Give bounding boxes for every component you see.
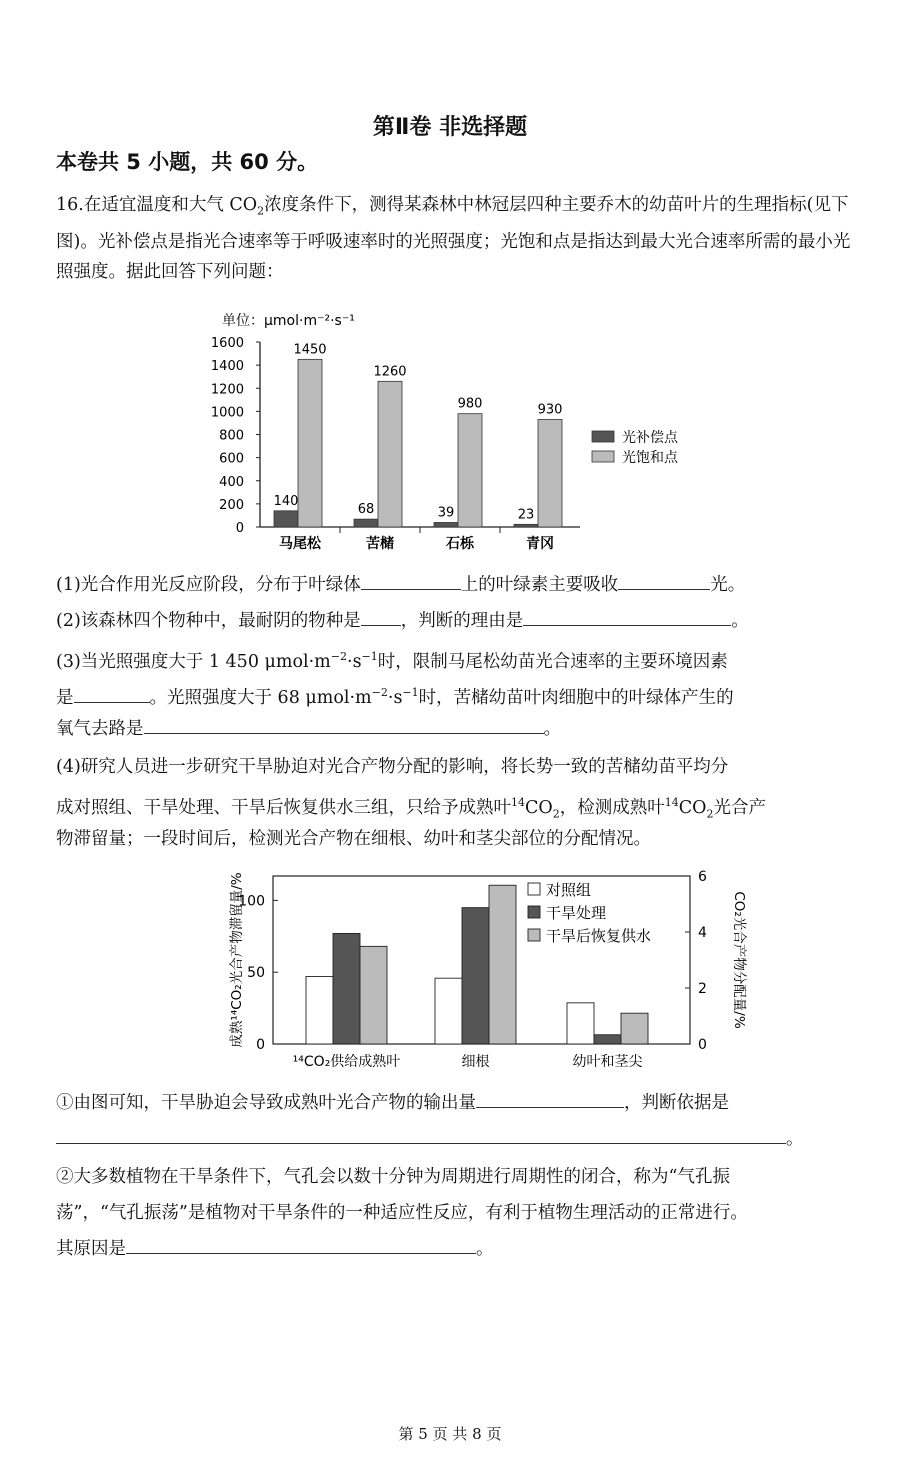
chart1-data-label: 68 [357,502,375,518]
question-16-sub1-line2: 。 [56,1124,804,1154]
chart2-bar [594,1035,621,1044]
answer-blank[interactable] [618,571,710,590]
chart1-legend-swatch [592,451,614,462]
answer-blank[interactable] [144,715,544,734]
chart1-y-tick-label: 1600 [210,336,244,351]
question-16-part4-line2: 成对照组、干旱处理、干旱后恢复供水三组，只给予成熟叶$^{14}CO_2$，检测成熟叶$^{14}CO_2$光合产 [56,796,766,821]
answer-blank[interactable] [361,607,401,626]
chart1-x-tick-label: 苦槠 [366,536,394,552]
chart1-y-tick-label: 1400 [210,359,244,375]
chart1-legend-label: 光补偿点 [622,430,678,446]
chart2-bar [333,933,360,1044]
chart2-right-tick-label: 0 [698,1037,707,1053]
chart1-x-tick-label: 青冈 [526,536,554,552]
section-title: 第Ⅱ卷 非选择题 [372,115,528,140]
chart2-legend-swatch [528,883,540,895]
chart2-legend-swatch [528,906,540,918]
chart1-bar [274,511,298,527]
chart2-bar [621,1013,648,1044]
chart2-left-tick-label: 50 [247,965,265,982]
question-16-sub1-line1: ①由图可知，干旱胁迫会导致成熟叶光合产物的输出量 ，判断依据是 [56,1088,729,1118]
answer-blank[interactable] [74,684,150,703]
chart2-right-tick-label: 6 [698,869,707,885]
chart1-y-tick-label: 200 [219,497,244,513]
chart1-unit-label: 单位：μmol·m⁻²·s⁻¹ [222,313,355,329]
chart1-y-tick-label: 600 [219,451,244,467]
chart2-x-tick-label: 细根 [461,1054,490,1070]
chart1-y-tick-label: 400 [219,474,244,490]
chart2-right-axis-label: CO₂光合产物分配量/% [731,891,747,1029]
question-16-part3-line2: 是 。光照强度大于 68 $\mu mol\cdot m^{-2}\cdot s^{-1}$时，苦槠幼苗叶肉细胞中的叶绿体产生的 [56,678,734,713]
chart1-bar [514,524,538,527]
chart1-data-label: 930 [537,402,563,418]
chart1-legend-swatch [592,431,614,442]
chart1-legend-label: 光饱和点 [622,450,678,466]
answer-blank[interactable] [361,571,461,590]
chart2-right-tick-label: 2 [698,981,707,997]
page-footer: 第 5 页 共 8 页 [398,1425,502,1443]
question-16-part1: (1)光合作用光反应阶段，分布于叶绿体 上的叶绿素主要吸收 光。 [56,570,745,600]
chart1-y-tick-label: 1000 [210,405,244,421]
question-16-sub2-line2: 荡”，“气孔振荡”是植物对干旱条件的一种适应性反应，有利于植物生理活动的正常进行。 [56,1203,748,1223]
question-16-part3-line3: 氧气去路是 。 [56,714,561,744]
question-16-sub2-line1: ②大多数植物在干旱条件下，气孔会以数十分钟为周期进行周期性的闭合，称为“气孔振 [56,1167,730,1187]
chart1-data-label: 140 [273,493,299,509]
chart2-legend-label: 对照组 [546,881,592,899]
chart2-bar [462,908,489,1044]
chart1-x-tick-label: 石栎 [446,536,474,552]
chart1-data-label: 23 [517,507,535,523]
chart1-bar [538,419,562,527]
chart1-data-label: 39 [437,505,455,521]
chart1-y-tick-label: 1200 [210,382,244,398]
question-16-part4-line1: (4)研究人员进一步研究干旱胁迫对光合产物分配的影响，将长势一致的苦槠幼苗平均分 [56,757,729,777]
chart2-legend-swatch [528,929,540,941]
chart1-data-label: 980 [457,396,483,412]
question-16-sub2-line3: 其原因是 。 [56,1234,494,1264]
question-16-intro: 16.在适宜温度和大气 $CO_2$浓度条件下，测得某森林中林冠层四种主要乔木的幼苗叶片的生理指标(见下图)。光补偿点是指光合速率等于呼吸速率时的光照强度；光饱和点是指达到最大光合速率所需的最小光照强度。据此回答下列问题： [56,195,851,282]
answer-blank[interactable] [476,1089,624,1108]
chart2-x-tick-label: ¹⁴CO₂供给成熟叶 [292,1054,401,1070]
chart2-x-tick-label: 幼叶和茎尖 [572,1054,643,1070]
chart2-bar [489,885,516,1044]
question-16-part4-line3: 物滞留量；一段时间后，检测光合产物在细根、幼叶和茎尖部位的分配情况。 [56,829,651,849]
chart1-bar [378,381,402,527]
question-16-part2: (2)该森林四个物种中，最耐阴的物种是 ，判断的理由是 。 [56,606,749,636]
chart1-bar [458,414,482,527]
chart2-right-tick-label: 4 [698,925,707,941]
chart1-x-tick-label: 马尾松 [279,536,321,552]
chart2-bar [360,946,387,1044]
chart1-data-label: 1450 [293,342,327,358]
light-points-chart [200,305,720,560]
chart1-y-tick-label: 800 [219,428,244,444]
chart1-data-label: 1260 [373,364,407,380]
chart2-legend-label: 干旱后恢复供水 [546,927,652,945]
chart2-left-axis-label: 成熟¹⁴CO₂光合产物滞留量/% [229,872,245,1048]
chart2-bar [306,977,333,1044]
section-note: 本卷共 5 小题，共 60 分。 [56,150,319,174]
chart1-bar [354,519,378,527]
drought-distribution-chart [195,864,755,1082]
chart1-bar [298,359,322,527]
answer-blank[interactable] [523,607,731,626]
chart1-bar [434,522,458,527]
answer-blank[interactable] [126,1235,476,1254]
chart2-left-tick-label: 100 [238,893,265,910]
chart2-bar [435,978,462,1044]
question-16-part3-line1: (3)当光照强度大于 1 450 $\mu mol\cdot m^{-2}\cdot s^{-1}$时，限制马尾松幼苗光合速率的主要环境因素 [56,650,728,672]
chart2-legend-label: 干旱处理 [546,904,607,922]
chart2-bar [567,1003,594,1044]
answer-blank[interactable] [56,1125,786,1144]
chart2-left-tick-label: 0 [256,1037,265,1053]
chart1-y-tick-label: 0 [235,521,244,536]
